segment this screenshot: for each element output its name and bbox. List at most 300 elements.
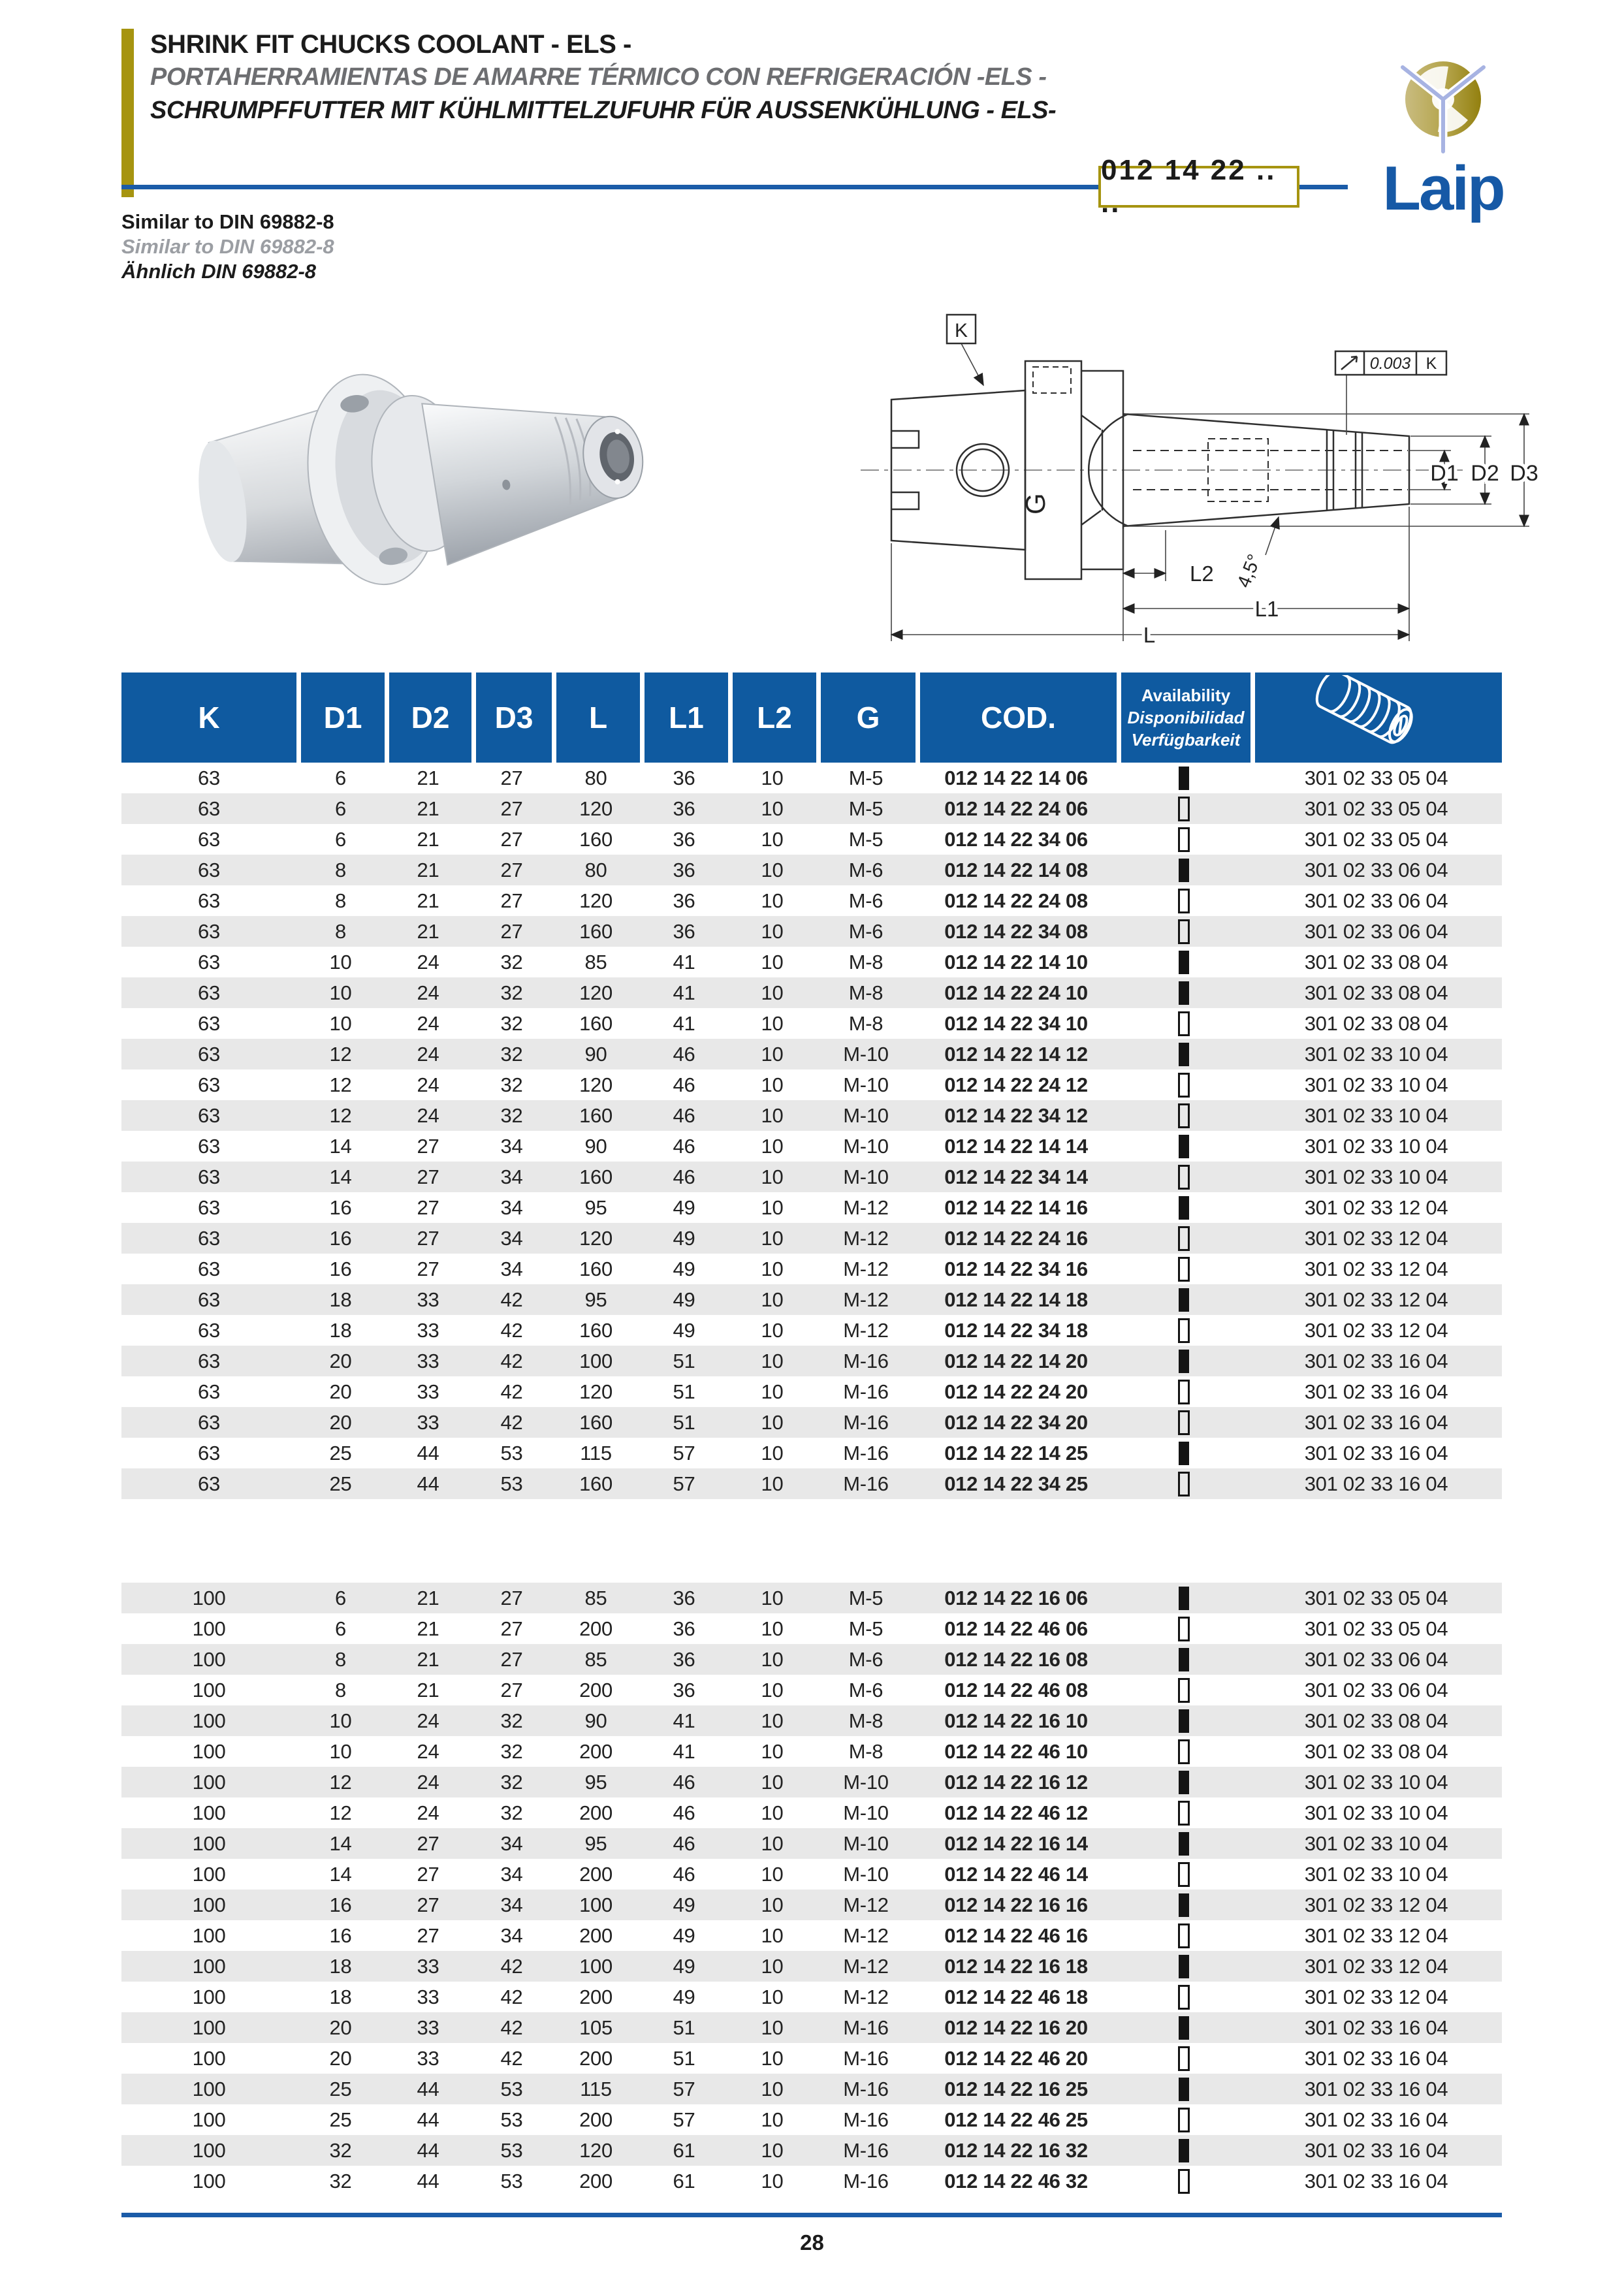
cell-d2: 21 [385,793,471,824]
cell-g: M-6 [848,889,884,912]
cell-l1: 46 [640,1100,728,1131]
cell-l1: 36 [640,1644,728,1675]
availability-filled-mark [1179,951,1189,974]
dim-l2-label: L2 [1190,562,1214,586]
cell-k: 100 [192,1985,226,2008]
cell-k: 100 [192,2046,226,2070]
cell-l2: 10 [761,1739,784,1763]
cell-d2: 27 [385,1890,471,1920]
cell-l2: 10 [761,1134,784,1158]
cell-d3: 32 [500,1073,523,1096]
brand-logo [1371,52,1515,223]
availability-filled-mark [1179,1442,1189,1465]
cell-l: 115 [552,2074,640,2104]
cell-l1: 41 [673,1011,695,1035]
tolerance-value: 0.003 [1369,355,1411,373]
table-row [121,1797,1502,1828]
cell-l2: 10 [761,1257,784,1280]
cell-availability [1117,1192,1250,1223]
similar-din-es: Similar to DIN 69882-8 [121,235,334,258]
cell-l2: 10 [761,1318,784,1342]
cell-l1: 49 [640,1890,728,1920]
cell-cod: 012 14 22 14 20 [915,1346,1117,1376]
cell-l: 85 [552,1644,640,1675]
table-row [121,885,1502,916]
cell-l1: 36 [673,1678,695,1701]
cell-cod: 012 14 22 46 16 [944,1923,1088,1947]
cell-availability [1117,1705,1250,1736]
cell-screw-cod: 301 02 33 05 04 [1304,766,1448,789]
cell-d1: 18 [296,1284,385,1315]
cell-d1: 10 [329,1011,352,1035]
cell-l: 160 [552,1100,640,1131]
cell-screw-cod: 301 02 33 16 04 [1250,1346,1502,1376]
datum-k-flag [947,315,976,343]
cell-screw-cod: 301 02 33 16 04 [1304,1441,1448,1464]
cell-k: 100 [121,1644,296,1675]
cell-availability [1117,2135,1250,2166]
cell-l: 105 [552,2012,640,2043]
table-row [121,1890,1502,1920]
cell-l2: 10 [761,1801,784,1824]
dimension-lines [891,343,1529,641]
cell-d1: 32 [329,2169,352,2192]
cell-availability [1117,1920,1250,1951]
cell-l: 200 [579,1985,613,2008]
cell-l1: 49 [673,1318,695,1342]
cell-l: 90 [552,1705,640,1736]
cell-availability [1117,1315,1250,1346]
availability-filled-mark [1179,2078,1189,2101]
cell-availability [1117,2043,1250,2074]
cell-l1: 46 [640,1039,728,1069]
cell-d1: 10 [329,1739,352,1763]
cell-k: 63 [121,1223,296,1254]
cell-d2: 21 [417,889,439,912]
cell-l: 160 [579,1318,613,1342]
cell-k: 63 [198,1441,220,1464]
cell-screw-cod: 301 02 33 08 04 [1304,1739,1448,1763]
cell-l1: 36 [640,793,728,824]
cell-cod: 012 14 22 34 25 [915,1468,1117,1499]
cell-l: 120 [579,1380,613,1403]
table-row [121,1131,1502,1162]
table-header-row [121,673,1502,763]
availability-empty-mark [1178,1410,1190,1435]
cell-k: 100 [121,2012,296,2043]
cell-l1: 46 [673,1073,695,1096]
cell-l1: 36 [640,1583,728,1613]
cell-k: 63 [198,1380,220,1403]
cell-g: M-5 [848,766,884,789]
cell-screw-cod: 301 02 33 06 04 [1304,889,1448,912]
availability-empty-mark [1178,1226,1190,1251]
cell-screw-cod: 301 02 33 10 04 [1250,1767,1502,1797]
availability-filled-mark [1179,1648,1189,1671]
cell-screw-cod: 301 02 33 08 04 [1304,950,1448,973]
cell-l2: 10 [728,855,816,885]
cell-g: M-12 [843,1257,889,1280]
cell-d3: 42 [471,1407,552,1438]
cell-screw-cod: 301 02 33 05 04 [1250,1583,1502,1613]
cell-l1: 49 [640,1223,728,1254]
cell-l2: 10 [761,1195,784,1219]
availability-empty-mark [1178,827,1190,852]
cell-l2: 10 [728,2074,816,2104]
cell-d3: 32 [471,977,552,1008]
cell-k: 63 [198,1257,220,1280]
cell-d1: 16 [296,1890,385,1920]
cell-screw-cod: 301 02 33 05 04 [1304,1617,1448,1640]
cell-g: M-16 [843,2046,889,2070]
cell-cod: 012 14 22 24 06 [915,793,1117,824]
cell-cod: 012 14 22 24 12 [944,1073,1088,1096]
availability-empty-mark [1178,1617,1190,1641]
dim-d2-label: D2 [1471,461,1499,486]
cell-l1: 51 [640,1407,728,1438]
cell-l: 200 [579,2046,613,2070]
cell-g: M-12 [816,1890,915,1920]
table-row [121,1859,1502,1890]
col-header-d3: D3 [471,673,552,763]
cell-availability [1117,1039,1250,1069]
cell-d2: 44 [385,2135,471,2166]
cell-d1: 8 [296,916,385,947]
cell-screw-cod: 301 02 33 08 04 [1304,1011,1448,1035]
cell-d2: 33 [385,1951,471,1982]
cell-d3: 27 [500,1678,523,1701]
cell-d3: 32 [500,1011,523,1035]
cell-screw-cod: 301 02 33 16 04 [1250,1468,1502,1499]
cell-availability [1117,1407,1250,1438]
cell-l1: 36 [673,827,695,851]
cell-cod: 012 14 22 14 14 [944,1134,1088,1158]
cell-screw-cod: 301 02 33 10 04 [1250,1162,1502,1192]
cell-d2: 27 [417,1195,439,1219]
cell-k: 63 [198,1073,220,1096]
table-row [121,2104,1502,2135]
cell-l1: 51 [673,2046,695,2070]
cell-availability [1117,1675,1250,1705]
cell-l1: 46 [673,1801,695,1824]
availability-filled-mark [1179,2016,1189,2040]
cell-d1: 12 [329,1801,352,1824]
availability-empty-mark [1178,1318,1190,1343]
cell-d3: 27 [471,793,552,824]
cell-g: M-10 [816,1162,915,1192]
cell-l: 160 [552,916,640,947]
table-row [121,1438,1502,1468]
cell-d3: 34 [500,1134,523,1158]
cell-cod: 012 14 22 14 06 [944,766,1088,789]
availability-empty-mark [1178,1923,1190,1948]
cell-l: 120 [552,2135,640,2166]
cell-l2: 10 [728,2012,816,2043]
cell-d2: 44 [385,2074,471,2104]
cell-d2: 21 [385,1583,471,1613]
cell-d3: 27 [471,916,552,947]
cell-l2: 10 [728,916,816,947]
table-row [121,947,1502,977]
cell-k: 100 [192,1923,226,1947]
cell-availability [1117,1162,1250,1192]
cell-cod: 012 14 22 34 18 [944,1318,1088,1342]
cell-cod: 012 14 22 24 16 [915,1223,1117,1254]
cell-d2: 24 [417,1011,439,1035]
cell-d3: 42 [500,1380,523,1403]
cell-availability [1117,947,1250,977]
cell-d1: 14 [296,1828,385,1859]
cell-g: M-8 [816,977,915,1008]
cell-screw-cod: 301 02 33 12 04 [1304,1257,1448,1280]
cell-g: M-5 [848,1617,884,1640]
cell-screw-cod: 301 02 33 12 04 [1304,1195,1448,1219]
table-row [121,1982,1502,2012]
availability-filled-mark [1179,1196,1189,1220]
product-photo [137,281,686,659]
cell-l2: 10 [728,1284,816,1315]
cell-d3: 27 [500,827,523,851]
cell-k: 100 [192,1862,226,1886]
cell-l1: 51 [640,2012,728,2043]
cell-cod: 012 14 22 46 14 [944,1862,1088,1886]
cell-d1: 6 [335,827,346,851]
cell-d1: 16 [329,1195,352,1219]
table-row [121,824,1502,855]
cell-availability [1117,855,1250,885]
similar-din-en: Similar to DIN 69882-8 [121,210,334,233]
cell-d1: 25 [296,2074,385,2104]
cell-l1: 49 [673,1985,695,2008]
cell-cod: 012 14 22 34 16 [944,1257,1088,1280]
cell-screw-cod: 301 02 33 08 04 [1250,1705,1502,1736]
table-row [121,1767,1502,1797]
cell-screw-cod: 301 02 33 16 04 [1304,1380,1448,1403]
cell-l1: 41 [673,950,695,973]
availability-empty-mark [1178,797,1190,821]
table-row [121,1644,1502,1675]
cell-g: M-12 [843,1985,889,2008]
cell-l2: 10 [761,1617,784,1640]
cell-l: 160 [579,827,613,851]
cell-k: 100 [192,1678,226,1701]
cell-l: 200 [579,1862,613,1886]
cell-k: 100 [121,1890,296,1920]
cell-l1: 36 [640,916,728,947]
cell-l1: 57 [673,1441,695,1464]
cell-d1: 32 [296,2135,385,2166]
cell-screw-cod: 301 02 33 10 04 [1304,1134,1448,1158]
cell-g: M-16 [843,2108,889,2131]
cell-l: 90 [584,1134,607,1158]
cell-l1: 57 [640,1468,728,1499]
cell-k: 63 [121,1284,296,1315]
cell-screw-cod: 301 02 33 10 04 [1304,1801,1448,1824]
cell-l: 160 [579,1257,613,1280]
table-row [121,1254,1502,1284]
availability-filled-mark [1179,1709,1189,1733]
cell-d1: 8 [335,1678,346,1701]
cell-l: 160 [579,1011,613,1035]
cell-l2: 10 [728,1890,816,1920]
cell-k: 100 [121,1583,296,1613]
cell-k: 63 [121,916,296,947]
table-row [121,1284,1502,1315]
cell-d1: 16 [296,1223,385,1254]
cell-k: 100 [121,2074,296,2104]
cell-l: 200 [579,1923,613,1947]
cell-cod: 012 14 22 16 25 [915,2074,1117,2104]
availability-filled-mark [1179,1288,1189,1312]
cell-d1: 12 [329,1073,352,1096]
cell-l2: 10 [761,1441,784,1464]
cell-d1: 16 [329,1923,352,1947]
cell-l1: 46 [673,1862,695,1886]
cell-d2: 21 [385,855,471,885]
cell-d3: 27 [471,855,552,885]
header-rule-left [121,185,1098,189]
cell-cod: 012 14 22 16 20 [915,2012,1117,2043]
cell-l: 95 [552,1767,640,1797]
cell-l1: 49 [673,1257,695,1280]
cell-l2: 10 [761,950,784,973]
table-row [121,1162,1502,1192]
availability-filled-mark [1179,1587,1189,1610]
cell-l1: 49 [640,1284,728,1315]
cell-l2: 10 [761,1862,784,1886]
cell-l: 120 [579,1073,613,1096]
cell-g: M-12 [816,1951,915,1982]
cell-l2: 10 [728,1468,816,1499]
dim-d1-label: D1 [1430,461,1459,486]
cell-g: M-12 [816,1284,915,1315]
col-header-l2: L2 [728,673,816,763]
table-row [121,793,1502,824]
availability-filled-mark [1179,1135,1189,1158]
cell-cod: 012 14 22 34 08 [915,916,1117,947]
availability-empty-mark [1178,889,1190,913]
cell-g: M-16 [816,1407,915,1438]
cell-d3: 32 [471,1039,552,1069]
cell-cod: 012 14 22 34 10 [944,1011,1088,1035]
cell-d2: 33 [385,1284,471,1315]
cell-g: M-10 [816,1100,915,1131]
table-row [121,1039,1502,1069]
cell-d1: 8 [296,1644,385,1675]
cell-d1: 6 [335,1617,346,1640]
cell-screw-cod: 301 02 33 16 04 [1250,2012,1502,2043]
cell-l1: 49 [640,1951,728,1982]
cell-screw-cod: 301 02 33 06 04 [1250,916,1502,947]
cell-cod: 012 14 22 46 18 [944,1985,1088,2008]
cell-d2: 33 [385,2012,471,2043]
cell-availability [1117,1859,1250,1890]
cell-l1: 49 [673,1923,695,1947]
cell-g: M-12 [843,1195,889,1219]
cell-availability [1117,1613,1250,1644]
availability-empty-mark [1178,2046,1190,2071]
cell-screw-cod: 301 02 33 16 04 [1304,2169,1448,2192]
cell-screw-cod: 301 02 33 16 04 [1250,2074,1502,2104]
similar-din-de: Ähnlich DIN 69882-8 [121,260,317,283]
cell-g: M-8 [848,1739,884,1763]
availability-empty-mark [1178,1985,1190,2010]
table-row [121,1583,1502,1613]
cell-d3: 32 [500,1739,523,1763]
cell-d2: 24 [417,1739,439,1763]
cell-g: M-8 [816,1705,915,1736]
cell-l: 200 [579,1801,613,1824]
tolerance-datum: K [1425,355,1437,373]
cell-l: 200 [579,1678,613,1701]
cell-d3: 27 [500,1617,523,1640]
cell-l: 80 [552,855,640,885]
header-rule-right [1299,185,1348,189]
table-row [121,2135,1502,2166]
col-header-set-screw [1250,673,1502,763]
cell-d2: 21 [417,1678,439,1701]
cell-g: M-10 [843,1073,889,1096]
cell-availability [1117,2104,1250,2135]
cell-screw-cod: 301 02 33 16 04 [1304,2046,1448,2070]
cell-d1: 14 [329,1862,352,1886]
cell-screw-cod: 301 02 33 12 04 [1250,1223,1502,1254]
cell-screw-cod: 301 02 33 10 04 [1304,1862,1448,1886]
cell-availability [1117,824,1250,855]
cell-d3: 53 [500,1441,523,1464]
cell-d3: 42 [500,1985,523,2008]
cell-l: 120 [552,793,640,824]
cell-k: 63 [198,827,220,851]
cell-g: M-10 [816,1828,915,1859]
cell-l1: 51 [640,1346,728,1376]
cell-l2: 10 [761,889,784,912]
cell-g: M-5 [816,1583,915,1613]
cell-availability [1117,1438,1250,1468]
cell-g: M-16 [816,2074,915,2104]
col-header-d1: D1 [296,673,385,763]
dim-l1-label: L1 [1254,597,1279,621]
cell-l: 120 [579,889,613,912]
cell-d1: 8 [335,889,346,912]
cell-l2: 10 [728,1951,816,1982]
cell-d2: 33 [417,1318,439,1342]
cell-l: 200 [579,2108,613,2131]
cell-g: M-16 [843,2169,889,2192]
cell-cod: 012 14 22 16 32 [915,2135,1117,2166]
cell-k: 100 [192,1801,226,1824]
cell-cod: 012 14 22 14 18 [915,1284,1117,1315]
cell-cod: 012 14 22 16 10 [915,1705,1117,1736]
table-row [121,1828,1502,1859]
brand-wordmark: Laip [1382,153,1504,223]
cell-d3: 53 [471,2135,552,2166]
availability-filled-mark [1179,1955,1189,1978]
cell-k: 100 [192,1617,226,1640]
cell-l2: 10 [761,1678,784,1701]
cell-l2: 10 [761,1380,784,1403]
cell-availability [1117,1008,1250,1039]
cell-d2: 21 [417,1617,439,1640]
cell-d2: 24 [417,1073,439,1096]
cell-d3: 27 [471,1644,552,1675]
cell-g: M-12 [816,1223,915,1254]
cell-l: 200 [579,2169,613,2192]
table-row [121,1008,1502,1039]
cell-d2: 27 [417,1923,439,1947]
availability-filled-mark [1179,2139,1189,2162]
cell-d3: 34 [471,1890,552,1920]
